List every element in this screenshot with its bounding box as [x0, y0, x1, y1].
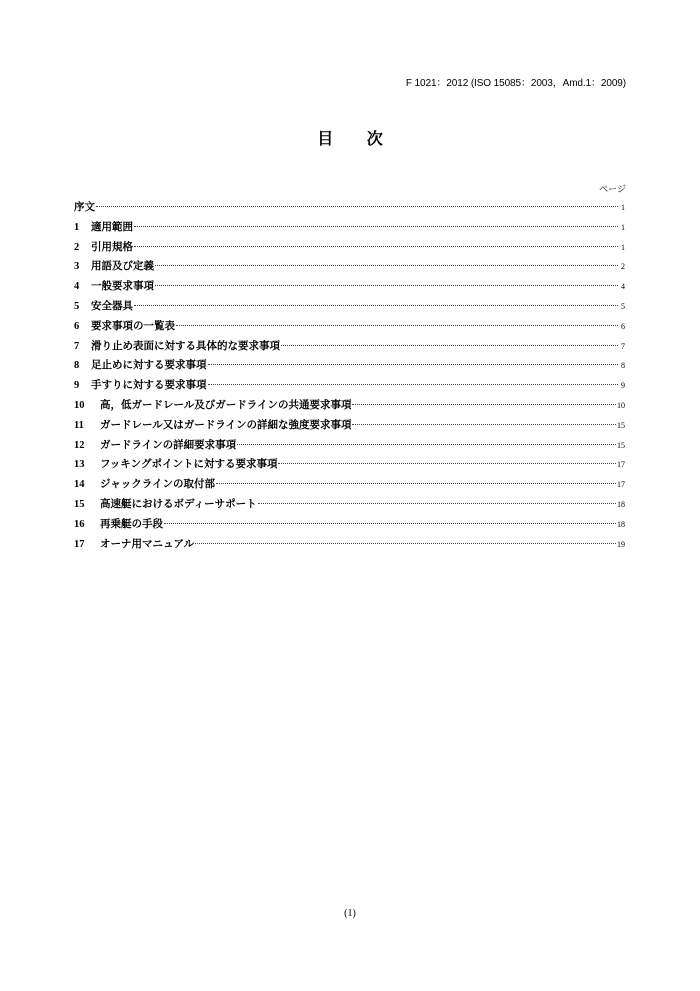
toc-entry-page: 10 [617, 400, 625, 410]
toc-entry-number: 16 [74, 518, 85, 530]
dot-leader [96, 206, 618, 207]
toc-entry[interactable] [74, 297, 625, 317]
toc-entry-page: 1 [621, 242, 625, 252]
dot-leader [278, 463, 616, 464]
toc-entry-title: ジャックラインの取付部 [100, 478, 215, 491]
toc-entry[interactable] [74, 535, 625, 555]
toc-entry[interactable] [74, 277, 625, 297]
toc-entry-title: 足止めに対する要求事項 [91, 359, 207, 372]
toc-entry-page: 1 [621, 222, 625, 232]
dot-leader [208, 364, 619, 365]
toc-entry-number: 1 [74, 221, 80, 233]
toc-entry[interactable] [74, 218, 625, 238]
toc-entry-page: 15 [617, 420, 625, 430]
toc-entry-page: 1 [621, 203, 625, 212]
toc-entry[interactable] [74, 515, 625, 535]
toc-entry-title: 再乗艇の手段 [100, 517, 163, 530]
toc-entry[interactable] [74, 356, 625, 376]
toc-entry-page: 19 [617, 539, 625, 549]
dot-leader [155, 285, 618, 286]
toc-entry-number: 10 [74, 399, 85, 411]
toc-title: 目 次 [317, 129, 397, 148]
page-number: (1) [344, 908, 356, 919]
toc-entry-number: 8 [74, 360, 80, 372]
toc-entry-title: 高，低ガードレール及びガードラインの共通要求事項 [100, 398, 352, 411]
toc-entry-title: 高速艇におけるボディーサポート [100, 497, 257, 510]
toc-entry-title: 適用範囲 [91, 220, 133, 233]
toc-entry-number: 11 [74, 419, 84, 431]
toc-entry[interactable] [74, 317, 625, 337]
toc-entry-title: オーナ用マニュアル [100, 537, 195, 550]
toc-entry-number: 17 [74, 538, 85, 550]
toc-entry-title: 一般要求事項 [91, 280, 154, 293]
toc-entry-page: 9 [621, 381, 625, 391]
dot-leader [208, 384, 619, 385]
dot-leader [352, 404, 616, 405]
toc-entry-page: 8 [621, 361, 625, 371]
dot-leader [237, 444, 616, 445]
toc-entry-page: 17 [617, 480, 625, 490]
toc-entry-number: 3 [74, 261, 80, 273]
toc-entry-number: 6 [74, 320, 80, 332]
toc-entry[interactable] [74, 416, 625, 436]
table-of-contents [74, 198, 625, 554]
dot-leader [216, 483, 616, 484]
dot-leader [352, 424, 616, 425]
toc-entry-title: 安全器具 [91, 299, 133, 312]
toc-entry-title: 序文 [74, 201, 95, 213]
toc-entry[interactable] [74, 337, 625, 357]
toc-entry[interactable] [74, 257, 625, 277]
dot-leader [164, 523, 616, 524]
toc-entry[interactable] [74, 198, 625, 218]
toc-entry-page: 18 [617, 519, 625, 529]
toc-entry-title: 用語及び定義 [91, 260, 154, 273]
page-column-label: ページ [599, 185, 626, 195]
toc-entry-number: 13 [74, 459, 85, 471]
toc-entry-title: 引用規格 [91, 240, 133, 253]
toc-entry-number: 7 [74, 340, 80, 352]
toc-entry-number: 5 [74, 300, 80, 312]
dot-leader [134, 246, 618, 247]
toc-entry-page: 2 [621, 262, 625, 272]
toc-entry-page: 6 [621, 321, 625, 331]
toc-entry-page: 7 [621, 341, 625, 351]
toc-entry-title: 手すりに対する要求事項 [91, 379, 207, 392]
dot-leader [134, 305, 618, 306]
toc-entry[interactable] [74, 475, 625, 495]
toc-entry[interactable] [74, 376, 625, 396]
toc-entry-title: 要求事項の一覧表 [91, 319, 175, 332]
dot-leader [134, 226, 618, 227]
dot-leader [195, 543, 616, 544]
toc-entry-title: ガードレール又はガードラインの詳細な強度要求事項 [100, 418, 352, 431]
toc-entry-page: 4 [621, 282, 625, 292]
toc-entry[interactable] [74, 495, 625, 515]
toc-entry[interactable] [74, 238, 625, 258]
toc-entry-page: 18 [617, 499, 625, 509]
toc-entry-page: 17 [617, 460, 625, 470]
toc-entry[interactable] [74, 396, 625, 416]
toc-entry-number: 15 [74, 498, 85, 510]
toc-entry-page: 15 [617, 440, 625, 450]
toc-entry[interactable] [74, 436, 625, 456]
dot-leader [155, 265, 618, 266]
toc-entry-number: 9 [74, 380, 80, 392]
toc-entry-number: 12 [74, 439, 85, 451]
dot-leader [258, 503, 616, 504]
toc-entry-number: 4 [74, 281, 80, 293]
toc-entry-number: 2 [74, 241, 80, 253]
toc-entry-title: 滑り止め表面に対する具体的な要求事項 [91, 339, 280, 352]
toc-entry-page: 5 [621, 301, 625, 311]
toc-entry-title: ガードラインの詳細要求事項 [100, 438, 237, 451]
toc-entry-number: 14 [74, 479, 85, 491]
dot-leader [281, 345, 618, 346]
dot-leader [176, 325, 618, 326]
toc-entry-title: フッキングポイントに対する要求事項 [100, 458, 278, 471]
toc-entry[interactable] [74, 455, 625, 475]
standard-identifier: F 1021：2012 (ISO 15085：2003，Amd.1：2009) [405, 78, 626, 89]
